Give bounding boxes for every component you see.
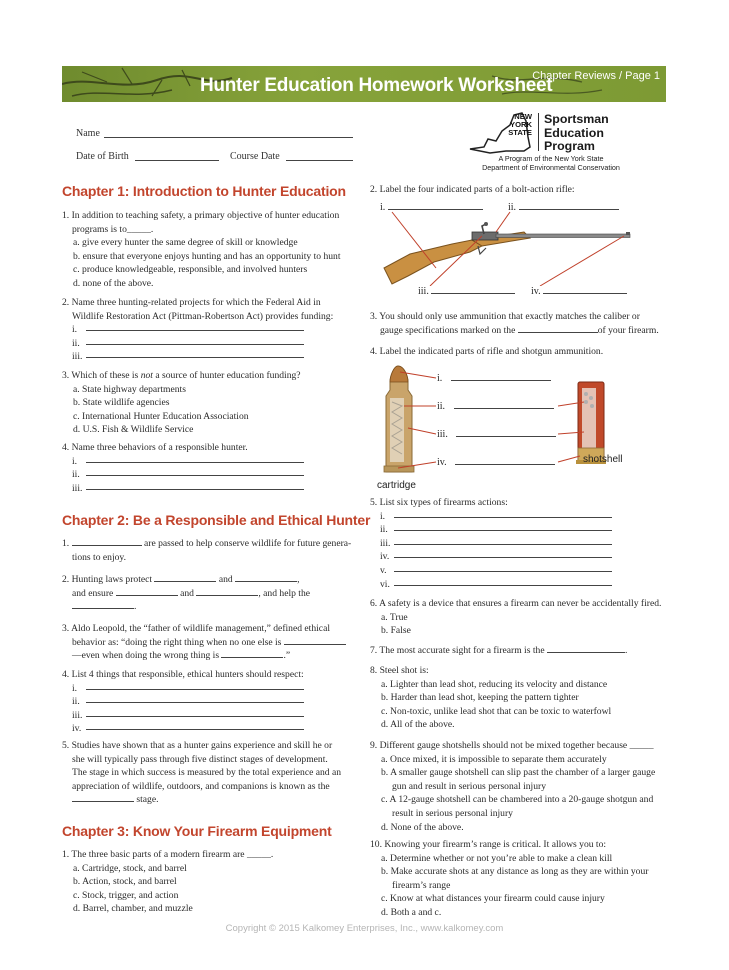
logo-state-line2: YORK [510,120,532,130]
ch2-q2-line2 [62,587,362,601]
r-q8-option-a[interactable]: a. Lighter than lead shot, reducing its velocity and distance [381,678,608,690]
course-date-field[interactable] [286,160,353,161]
rifle-label-iii-text: iii. [418,286,429,297]
ammo-label-iv[interactable] [437,456,555,470]
ch2-q3-blank2[interactable] [221,650,283,658]
ch2-q2-blank3[interactable] [116,588,178,596]
ch2-q5-line1: 5. Studies have shown that as a hunter gains experience and skill he or [62,740,333,751]
ch1-q2-stem: 2. Name three hunting-related projects for which the Federal Aid in Wildlife Restoration Act (Pittman-Robertson Act) provides funding: [62,297,334,322]
r-q8-option-c[interactable]: c. Non-toxic, unlike lead shot that can be toxic to waterfowl [381,705,612,717]
r-q8-option-b[interactable]: b. Harder than lead shot, keeping the pattern tighter [381,692,579,704]
r-q3-line2 [370,324,670,338]
right-question2 [370,183,670,197]
logo-program-line2: Education [544,125,604,140]
logo-program-line3: Program [544,139,595,154]
ch1-q3-stem-emphasis: not [140,370,153,381]
rifle-label-ii-text: ii. [508,202,517,213]
logo-state-line3: STATE [508,128,532,138]
chapter1-title: Chapter 1: Introduction to Hunter Education [62,183,346,199]
ch2-question3 [62,622,362,663]
rifle-blank-iii[interactable] [431,286,515,294]
ch3-question1 [62,848,362,916]
ammo-label-iii-text: iii. [437,429,448,440]
ch1-q1-option-b[interactable]: b. ensure that everyone enjoys hunting and has an opportunity to hunt [73,250,341,262]
blank-label: ii. [380,524,388,536]
r-q5-blank-ii[interactable] [370,523,670,537]
r-q10-option-b-cont: firearm’s range [392,879,451,891]
ch1-question3 [62,369,362,437]
name-field[interactable] [104,137,353,138]
ch2-q5-blank[interactable] [72,794,134,802]
ch1-q3-option-c[interactable]: c. International Hunter Education Association [73,410,249,422]
ch1-q1-option-d[interactable]: d. none of the above. [73,278,154,290]
name-label: Name [76,128,100,139]
bolt-action-rifle-illustration [374,210,644,286]
r-q9-option-b[interactable]: b. A smaller gauge shotshell can slip past the chamber of a larger gauge [381,767,656,779]
ch3-q1-option-a[interactable]: a. Cartridge, stock, and barrel [73,862,187,874]
ch2-q3-part-b: behavior as: “doing the right thing when no one else is [72,636,284,648]
ch1-q4-stem: 4. Name three behaviors of a responsible hunter. [62,442,248,453]
r-q5-stem: 5. List six types of firearms actions: [370,497,508,508]
ch1-q3-option-d[interactable]: d. U.S. Fish & Wildlife Service [73,424,194,436]
r-q4-stem: 4. Label the indicated parts of rifle and shotgun ammunition. [370,346,604,357]
ch2-q2-line3 [62,600,362,614]
r-q9-option-c[interactable]: c. A 12-gauge shotshell can be chambered into a 20-gauge shotgun and [381,794,654,806]
ch1-q4-blank-i[interactable] [62,455,362,469]
ch2-question2 [62,573,362,614]
shotshell-caption: shotshell [583,454,623,465]
ch2-question5 [62,739,362,807]
ch2-q2-part-e: and [177,587,197,599]
ch2-q1-part-b: are passed to help conserve wildlife for future genera- [141,538,352,549]
blank-label: i. [72,455,78,467]
ch2-q2-blank2[interactable] [235,574,297,582]
blank-label: i. [72,682,78,694]
ch1-q3-stem-pre: 3. Which of these is [62,370,141,381]
ch1-q3-stem-post: a source of hunter education funding? [152,370,301,381]
rifle-label-iv-text: iv. [531,286,541,297]
r-q3-part-c: of your firearm. [597,324,659,336]
blank-label: iii. [380,537,391,549]
right-question6 [370,597,690,638]
chapter2-title: Chapter 2: Be a Responsible and Ethical Hunter [62,512,371,528]
ammo-blank-iv[interactable] [455,457,555,465]
logo-program-line1: Sportsman [544,112,609,126]
blank-label: ii. [72,696,80,708]
ch2-q4-stem: 4. List 4 things that responsible, ethical hunters should respect: [62,669,304,680]
ny-state-wordmark [498,113,532,138]
ch2-question1 [62,537,362,564]
header-banner [62,66,666,102]
ch2-q2-part-b: and [216,574,236,585]
ch2-q2-part-d: and ensure [72,587,116,599]
right-question3 [370,310,670,337]
ch2-q3-blank1[interactable] [284,637,346,645]
logo-sub-line1: A Program of the New York State [498,154,604,163]
blank-label: iv. [380,551,390,563]
r-q6-stem: 6. A safety is a device that ensures a firearm can never be accidentally fired. [370,598,662,609]
r-q10-stem: 10. Knowing your firearm’s range is critical. It allows you to: [370,839,607,850]
right-question9 [370,739,680,834]
r-q9-option-c-cont: result in serious personal injury [392,808,513,820]
ch2-q2-blank4[interactable] [196,588,258,596]
ch2-q3-part-d: .” [283,650,291,662]
r-q9-stem: 9. Different gauge shotshells should not be mixed together because _____ [370,740,654,751]
r-q10-option-a[interactable]: a. Determine whether or not you’re able to make a clean kill [381,852,613,864]
ch2-q2-line1 [62,573,362,587]
ch2-q4-blank-i[interactable] [62,682,362,696]
r-q5-blank-iv[interactable] [370,550,670,564]
ch1-q2-blank-iii[interactable] [62,350,352,364]
ch2-q2-blank1[interactable] [154,574,216,582]
blank-label: ii. [72,469,80,481]
blank-label: i. [72,324,78,336]
r-q7-part-a: 7. The most accurate sight for a firearm is the [370,645,547,656]
blank-label: vi. [380,578,390,590]
blank-label: iv. [72,723,82,735]
ch1-q4-blank-iii[interactable] [62,482,362,496]
logo-subtitle [466,155,636,172]
ammo-label-i-text: i. [437,373,443,384]
r-q6-option-b[interactable]: b. False [381,625,411,637]
r-q5-blank-vi[interactable] [370,578,670,592]
dob-field[interactable] [135,160,219,161]
right-question7 [370,644,670,658]
ammo-label-iv-text: iv. [437,457,447,468]
logo-sub-line2: Department of Environmental Conservation [482,162,620,172]
blank-label: iii. [72,709,83,721]
ch1-q2-blank-i[interactable] [62,323,352,337]
copyright-footer: Copyright © 2015 Kalkomey Enterprises, Inc., www.kalkomey.com [225,923,504,934]
ch1-q1-option-c[interactable]: c. produce knowledgeable, responsible, and involved hunters [73,264,308,276]
r-q8-option-d[interactable]: d. All of the above. [381,719,455,731]
blank-label: ii. [72,337,80,349]
ch2-q5-line5 [62,793,362,807]
ammo-blank-ii[interactable] [454,401,554,409]
r-q5-blank-iii[interactable] [370,537,670,551]
ch3-q1-stem: 1. The three basic parts of a modern firearm are _____. [62,849,274,860]
r-q9-option-b-cont: gun and result in serious personal injury [392,780,547,792]
dob-label: Date of Birth [76,151,129,162]
blank-label: iii. [72,482,83,494]
worksheet-title: Hunter Education Homework Worksheet [200,75,553,96]
ch1-q4-blank-ii[interactable] [62,468,362,482]
r-q6-option-a[interactable]: a. True [381,611,408,623]
ch1-question4 [62,441,362,495]
ch1-q1-option-a[interactable]: a. give every hunter the same degree of skill or knowledge [73,237,298,249]
r-q7-part-b: . [624,645,628,656]
blank-label: iii. [72,351,83,363]
r-q10-option-c[interactable]: c. Know at what distances your firearm could cause injury [381,893,605,905]
program-wordmark [544,113,609,154]
ch1-question2 [62,296,352,364]
ch2-q2-part-f: , and help the [258,587,311,599]
ch2-q3-line2 [62,636,362,650]
ch3-q1-option-d[interactable]: d. Barrel, chamber, and muzzle [73,903,193,915]
r-q7-line [370,644,670,658]
chapter3-title: Chapter 3: Know Your Firearm Equipment [62,823,332,839]
ch3-q1-option-c[interactable]: c. Stock, trigger, and action [73,889,179,901]
ch2-q4-blank-iii[interactable] [62,709,362,723]
ammo-blank-i[interactable] [451,373,551,381]
r-q3-line1: 3. You should only use ammunition that exactly matches the caliber or [370,311,640,322]
logo-state-line1: NEW [514,112,532,121]
r-q9-option-a[interactable]: a. Once mixed, it is impossible to separate them accurately [381,753,607,765]
ammo-label-iii[interactable] [437,428,556,442]
rifle-blank-iv[interactable] [543,286,627,294]
cartridge-caption: cartridge [377,480,416,491]
ch2-q4-blank-iv[interactable] [62,722,362,736]
ch2-q5-part-e: stage. [134,794,159,806]
ch2-q2-part-g: . [134,601,137,613]
ch1-q3-option-b[interactable]: b. State wildlife agencies [73,397,170,409]
ammo-label-ii[interactable] [437,400,554,414]
ch2-q4-blank-ii[interactable] [62,695,362,709]
rifle-blank-i[interactable] [388,202,483,210]
ch1-q3-option-a[interactable]: a. State highway departments [73,383,186,395]
ch2-q2-part-a: 2. Hunting laws protect [62,574,155,585]
ch1-q2-blank-ii[interactable] [62,337,352,351]
blank-label: v. [380,565,387,577]
right-question8 [370,664,680,732]
r-q2-stem: 2. Label the four indicated parts of a bolt-action rifle: [370,184,575,195]
ammo-label-ii-text: ii. [437,401,446,412]
ch2-q2-part-c: , [297,574,300,585]
rifle-label-iii[interactable] [418,285,515,299]
page-indicator: Chapter Reviews / Page 1 [532,70,660,82]
ch2-q3-line3 [62,649,362,663]
ammo-label-i[interactable] [437,372,551,386]
right-question4 [370,345,670,359]
rifle-label-iv[interactable] [531,285,627,299]
ch2-q5-line2: she will typically pass through five distinct stages of development. [72,753,328,765]
ch2-q5-line4: appreciation of wildlife, outdoors, and companions is known as the [72,780,330,792]
ch1-question1 [62,209,358,291]
ch1-q3-stem [62,369,362,383]
ch2-q1-blank[interactable] [72,538,142,546]
course-date-label: Course Date [230,151,280,162]
ch2-q1-line2: tions to enjoy. [72,551,127,563]
ch2-q2-blank5[interactable] [72,601,134,609]
r-q10-option-b[interactable]: b. Make accurate shots at any distance as long as they are within your [381,866,649,878]
ch2-q5-line3: The stage in which success is measured by the total experience and an [72,767,342,779]
ch2-q1-part-a: 1. [62,538,72,549]
r-q8-stem: 8. Steel shot is: [370,665,429,676]
r-q3-blank[interactable] [518,325,598,333]
r-q5-blank-i[interactable] [370,510,670,524]
r-q10-option-d[interactable]: d. Both a and c. [381,907,442,919]
blank-label: i. [380,510,386,522]
logo-divider [538,113,539,151]
ch3-q1-option-b[interactable]: b. Action, stock, and barrel [73,876,177,888]
rifle-label-i-text: i. [380,202,386,213]
ch2-q3-line1: 3. Aldo Leopold, the “father of wildlife management,” defined ethical [62,623,330,634]
ammo-blank-iii[interactable] [456,429,556,437]
r-q7-blank[interactable] [547,645,625,653]
r-q9-option-d[interactable]: d. None of the above. [381,821,464,833]
ch1-q1-stem: 1. In addition to teaching safety, a primary objective of hunter education programs is to_____. [62,210,340,235]
right-question5 [370,496,670,591]
ch2-question4 [62,668,362,736]
r-q3-part-b: gauge specifications marked on the [380,324,518,336]
r-q5-blank-v[interactable] [370,564,670,578]
rifle-blank-ii[interactable] [519,202,619,210]
right-question10 [370,838,680,920]
ch2-q3-part-c: —even when doing the wrong thing is [72,650,222,662]
ch2-q1-line1 [62,537,362,551]
